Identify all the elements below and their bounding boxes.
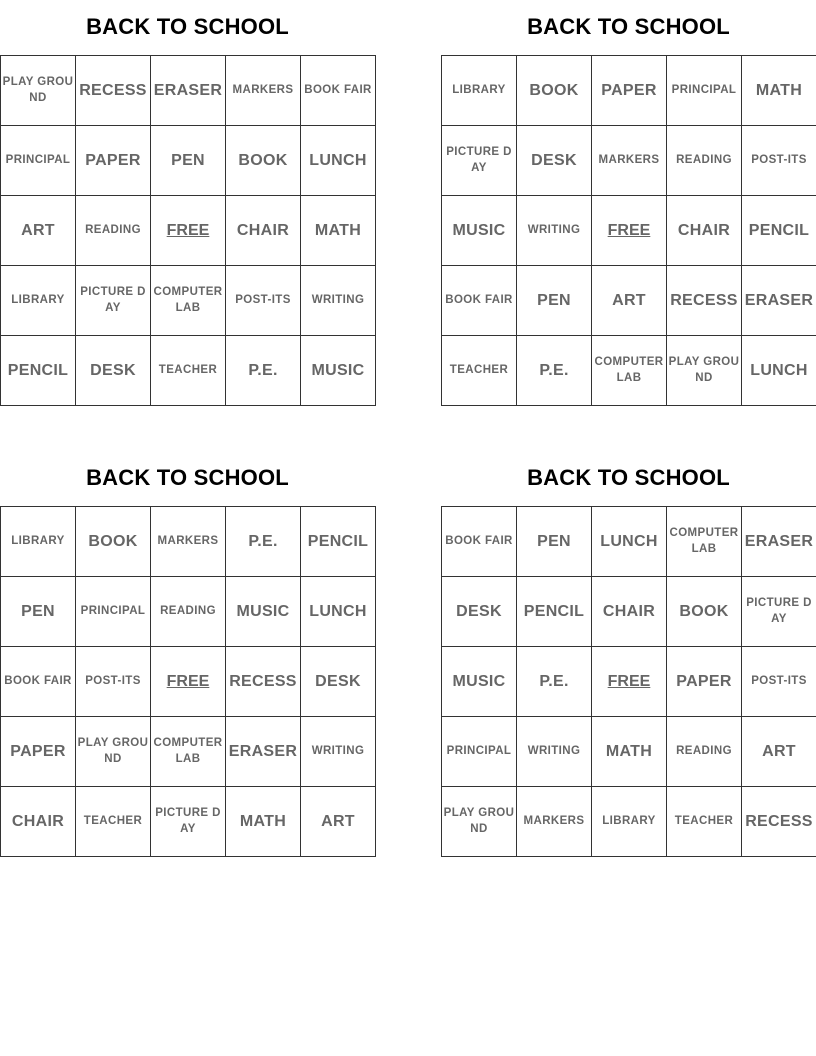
bingo-cell: PICTURE DAY: [151, 787, 226, 857]
bingo-cell: MUSIC: [226, 577, 301, 647]
bingo-cell: PENCIL: [517, 577, 592, 647]
bingo-cell: RECESS: [742, 787, 816, 857]
bingo-grid: [441, 55, 816, 406]
bingo-cell: LIBRARY: [592, 787, 667, 857]
bingo-cell: COMPUTER LAB: [151, 717, 226, 787]
free-space-cell: FREE: [592, 196, 667, 266]
bingo-row: [1, 126, 376, 196]
bingo-cell: TEACHER: [667, 787, 742, 857]
bingo-row: [442, 647, 816, 717]
bingo-cell: PAPER: [1, 717, 76, 787]
bingo-cell: COMPUTER LAB: [667, 507, 742, 577]
free-space-cell: FREE: [592, 647, 667, 717]
bingo-row: [1, 196, 376, 266]
card-title: BACK TO SCHOOL: [86, 465, 289, 490]
bingo-grid: [0, 506, 376, 857]
free-space-cell: FREE: [151, 647, 226, 717]
bingo-cell: PENCIL: [1, 336, 76, 406]
bingo-cell: COMPUTER LAB: [592, 336, 667, 406]
bingo-row: [442, 577, 816, 647]
bingo-cell: READING: [667, 717, 742, 787]
bingo-cell: MARKERS: [151, 507, 226, 577]
bingo-cell: PLAY GROUND: [442, 787, 517, 857]
bingo-cell: MARKERS: [517, 787, 592, 857]
bingo-cell: RECESS: [667, 266, 742, 336]
bingo-cell: LIBRARY: [442, 56, 517, 126]
bingo-cell: LUNCH: [301, 577, 376, 647]
bingo-cell: BOOK FAIR: [1, 647, 76, 717]
bingo-cell: WRITING: [301, 266, 376, 336]
bingo-cell: TEACHER: [76, 787, 151, 857]
bingo-cell: PEN: [517, 507, 592, 577]
bingo-cell: ART: [301, 787, 376, 857]
bingo-cell: READING: [76, 196, 151, 266]
bingo-cell: ART: [742, 717, 816, 787]
bingo-cell: ERASER: [226, 717, 301, 787]
bingo-cell: MUSIC: [442, 647, 517, 717]
bingo-cell: PAPER: [76, 126, 151, 196]
bingo-cell: PRINCIPAL: [442, 717, 517, 787]
free-space-cell: FREE: [151, 196, 226, 266]
bingo-cell: PRINCIPAL: [667, 56, 742, 126]
bingo-row: [442, 266, 816, 336]
bingo-cell: PLAY GROUND: [1, 56, 76, 126]
bingo-cell: WRITING: [301, 717, 376, 787]
bingo-cell: PENCIL: [742, 196, 816, 266]
bingo-cell: PEN: [151, 126, 226, 196]
bingo-row: [442, 196, 816, 266]
bingo-cell: MATH: [592, 717, 667, 787]
bingo-cell: PLAY GROUND: [76, 717, 151, 787]
bingo-cell: BOOK FAIR: [442, 507, 517, 577]
bingo-cell: READING: [151, 577, 226, 647]
bingo-cell: POST-ITS: [226, 266, 301, 336]
bingo-cell: MARKERS: [226, 56, 301, 126]
bingo-cell: PICTURE DAY: [442, 126, 517, 196]
bingo-cell: MUSIC: [442, 196, 517, 266]
bingo-cell: READING: [667, 126, 742, 196]
bingo-cell: RECESS: [76, 56, 151, 126]
bingo-cell: LIBRARY: [1, 266, 76, 336]
card-title: BACK TO SCHOOL: [527, 465, 730, 490]
bingo-cell: MATH: [226, 787, 301, 857]
bingo-cell: TEACHER: [151, 336, 226, 406]
bingo-cell: POST-ITS: [76, 647, 151, 717]
bingo-cell: P.E.: [226, 336, 301, 406]
bingo-cell: PEN: [1, 577, 76, 647]
bingo-cell: LIBRARY: [1, 507, 76, 577]
bingo-cell: MATH: [301, 196, 376, 266]
bingo-cell: PRINCIPAL: [1, 126, 76, 196]
bingo-cell: WRITING: [517, 717, 592, 787]
bingo-cell: RECESS: [226, 647, 301, 717]
bingo-cell: BOOK: [517, 56, 592, 126]
bingo-cell: ERASER: [742, 266, 816, 336]
bingo-grid: [0, 55, 376, 406]
bingo-row: [442, 507, 816, 577]
bingo-cell: BOOK FAIR: [442, 266, 517, 336]
bingo-cell: CHAIR: [592, 577, 667, 647]
bingo-cell: TEACHER: [442, 336, 517, 406]
bingo-cell: P.E.: [226, 507, 301, 577]
bingo-cell: DESK: [442, 577, 517, 647]
bingo-cell: DESK: [301, 647, 376, 717]
bingo-cell: BOOK: [76, 507, 151, 577]
bingo-cell: PICTURE DAY: [742, 577, 816, 647]
card-title: BACK TO SCHOOL: [527, 14, 730, 39]
bingo-cell: P.E.: [517, 647, 592, 717]
bingo-cell: PLAY GROUND: [667, 336, 742, 406]
bingo-cell: ERASER: [151, 56, 226, 126]
bingo-cell: LUNCH: [592, 507, 667, 577]
bingo-cell: MARKERS: [592, 126, 667, 196]
bingo-row: [1, 647, 376, 717]
bingo-row: [1, 336, 376, 406]
bingo-cell: BOOK: [226, 126, 301, 196]
bingo-cell: CHAIR: [226, 196, 301, 266]
bingo-cell: ERASER: [742, 507, 816, 577]
bingo-cell: PEN: [517, 266, 592, 336]
bingo-row: [442, 717, 816, 787]
bingo-cell: PICTURE DAY: [76, 266, 151, 336]
bingo-cell: BOOK: [667, 577, 742, 647]
bingo-cell: MUSIC: [301, 336, 376, 406]
bingo-row: [1, 56, 376, 126]
bingo-cell: COMPUTER LAB: [151, 266, 226, 336]
bingo-cell: CHAIR: [667, 196, 742, 266]
bingo-cell: PAPER: [667, 647, 742, 717]
bingo-cell: DESK: [76, 336, 151, 406]
bingo-cell: LUNCH: [301, 126, 376, 196]
bingo-cell: DESK: [517, 126, 592, 196]
bingo-cell: CHAIR: [1, 787, 76, 857]
bingo-row: [1, 717, 376, 787]
bingo-cell: POST-ITS: [742, 126, 816, 196]
bingo-row: [1, 507, 376, 577]
bingo-cell: ART: [592, 266, 667, 336]
bingo-row: [442, 56, 816, 126]
bingo-row: [1, 266, 376, 336]
bingo-cell: PRINCIPAL: [76, 577, 151, 647]
bingo-grid: [441, 506, 816, 857]
bingo-cell: MATH: [742, 56, 816, 126]
bingo-cell: BOOK FAIR: [301, 56, 376, 126]
bingo-row: [1, 577, 376, 647]
bingo-row: [442, 787, 816, 857]
bingo-row: [442, 126, 816, 196]
bingo-cell: PAPER: [592, 56, 667, 126]
bingo-cell: ART: [1, 196, 76, 266]
bingo-cell: LUNCH: [742, 336, 816, 406]
bingo-row: [442, 336, 816, 406]
bingo-row: [1, 787, 376, 857]
bingo-cell: P.E.: [517, 336, 592, 406]
bingo-cell: POST-ITS: [742, 647, 816, 717]
card-title: BACK TO SCHOOL: [86, 14, 289, 39]
bingo-cell: WRITING: [517, 196, 592, 266]
bingo-cell: PENCIL: [301, 507, 376, 577]
